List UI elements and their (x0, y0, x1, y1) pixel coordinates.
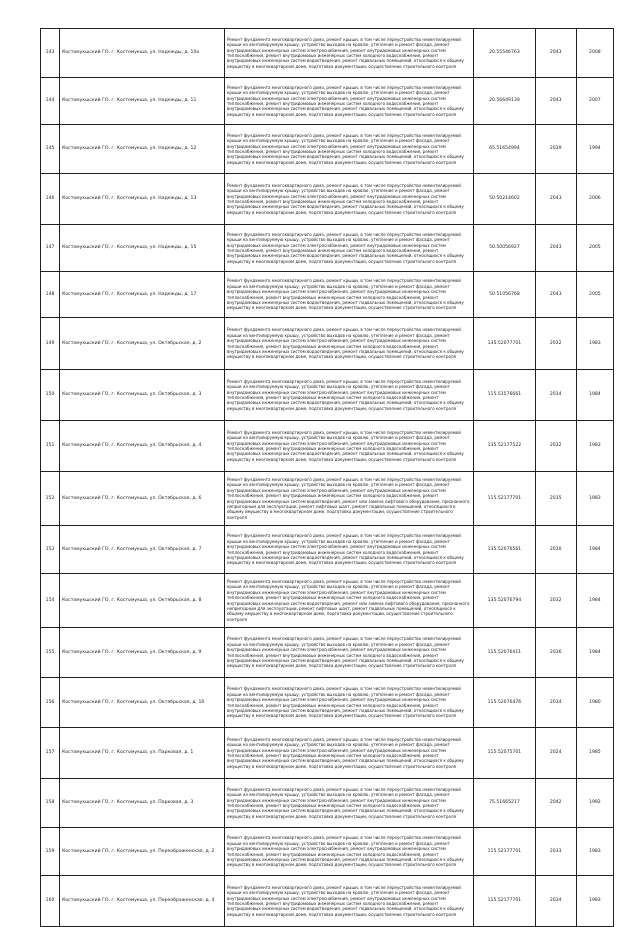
row-address: Костомукшский ГО, г. Костомукша, ул. Надежды, д. 10а (60, 29, 225, 78)
row-address: Костомукшский ГО, г. Костомукша, ул. Октябрьская, д. 8 (60, 574, 225, 628)
row-works-list: Ремонт фундамента многоквартирного дома, ремонт крыши, в том числе переустройство невентилируемой крыши на вентилируемую крышу, устройство выходов на кровлю, утепление и ремонт фасада, ремонт внутридомовых инженерных систем электроснабжения, ремонт внутридомовых инженерных систем теплоснабжения, ремонт внутридомовых инженерных систем холодного водоснабжения, ремонт внутридомовых инженерных систем водоотведения, ремонт подвальных помещений, относящихся к общему имуществу в многоквартирном доме, подготовка документации, осуществление строительного контроля (224, 272, 473, 318)
row-area-value: 115.52075701 (474, 728, 535, 779)
row-area-value: 135.52076561 (474, 526, 535, 574)
row-number: 155 (41, 628, 60, 678)
table-row (41, 421, 614, 472)
row-area-value: 20.56649139 (474, 78, 535, 125)
row-works-list: Ремонт фундамента многоквартирного дома, ремонт крыши, в том числе переустройство невентилируемой крыши на вентилируемую крышу, устройство выходов на кровлю, утепление и ремонт фасада, ремонт внутридомовых инженерных систем электроснабжения, ремонт внутридомовых инженерных систем теплоснабжения, ремонт внутридомовых инженерных систем холодного водоснабжения, ремонт внутридомовых инженерных систем водоотведения, ремонт или замена лифтового оборудования, признанного непригодным для эксплуатации, ремонт лифтовых шахт, ремонт подвальных помещений, относящихся к общему имуществу в многоквартирном доме, подготовка документации, осуществление строительного контроля (224, 472, 473, 526)
row-area-value: 115.52076411 (474, 628, 535, 678)
row-planned-year: 2036 (535, 628, 576, 678)
row-built-year: 1983 (576, 876, 613, 927)
row-address: Костомукшский ГО, г. Костомукша, ул. Надежды, д. 11 (60, 78, 225, 125)
table-row (41, 125, 614, 174)
table-row (41, 678, 614, 728)
row-planned-year: 2034 (535, 876, 576, 927)
table-row (41, 318, 614, 370)
row-address: Костомукшский ГО, г. Костомукша, ул. Октябрьская, д. 3 (60, 370, 225, 421)
row-planned-year: 2039 (535, 125, 576, 174)
row-built-year: 2005 (576, 225, 613, 272)
row-planned-year: 2043 (535, 225, 576, 272)
row-built-year: 1980 (576, 678, 613, 728)
table-row (41, 526, 614, 574)
row-address: Костомукшский ГО, г. Костомукша, ул. Надежды, д. 15 (60, 225, 225, 272)
row-planned-year: 2024 (535, 728, 576, 779)
row-planned-year: 2042 (535, 779, 576, 828)
row-works-list: Ремонт фундамента многоквартирного дома, ремонт крыши, в том числе переустройство невентилируемой крыши на вентилируемую крышу, устройство выходов на кровлю, утепление и ремонт фасада, ремонт внутридомовых инженерных систем электроснабжения, ремонт внутридомовых инженерных систем теплоснабжения, ремонт внутридомовых инженерных систем холодного водоснабжения, ремонт внутридомовых инженерных систем водоотведения, ремонт подвальных помещений, относящихся к общему имуществу в многоквартирном доме, подготовка документации, осуществление строительного контроля (224, 678, 473, 728)
table-row (41, 728, 614, 779)
row-planned-year: 2030 (535, 526, 576, 574)
row-planned-year: 2035 (535, 472, 576, 526)
row-address: Костомукшский ГО, г. Костомукша, ул. Надежды, д. 13 (60, 174, 225, 225)
row-number: 160 (41, 876, 60, 927)
row-area-value: 135.52077701 (474, 318, 535, 370)
row-planned-year: 2032 (535, 421, 576, 472)
table-row (41, 779, 614, 828)
row-built-year: 1994 (576, 125, 613, 174)
row-number: 153 (41, 526, 60, 574)
row-planned-year: 2043 (535, 29, 576, 78)
table-row (41, 29, 614, 78)
row-area-value: 115.52177701 (474, 472, 535, 526)
row-number: 151 (41, 421, 60, 472)
row-planned-year: 2032 (535, 318, 576, 370)
row-area-value: 115.52177701 (474, 876, 535, 927)
row-works-list: Ремонт фундамента многоквартирного дома, ремонт крыши, в том числе переустройство невентилируемой крыши на вентилируемую крышу, устройство выходов на кровлю, утепление и ремонт фасада, ремонт внутридомовых инженерных систем электроснабжения, ремонт внутридомовых инженерных систем теплоснабжения, ремонт внутридомовых инженерных систем холодного водоснабжения, ремонт внутридомовых инженерных систем водоотведения, ремонт подвальных помещений, относящихся к общему имуществу в многоквартирном доме, подготовка документации, осуществление строительного контроля (224, 29, 473, 78)
row-works-list: Ремонт фундамента многоквартирного дома, ремонт крыши, в том числе переустройство невентилируемой крыши на вентилируемую крышу, устройство выходов на кровлю, утепление и ремонт фасада, ремонт внутридомовых инженерных систем электроснабжения, ремонт внутридомовых инженерных систем теплоснабжения, ремонт внутридомовых инженерных систем холодного водоснабжения, ремонт внутридомовых инженерных систем водоотведения, ремонт подвальных помещений, относящихся к общему имуществу в многоквартирном доме, подготовка документации, осуществление строительного контроля (224, 828, 473, 876)
row-built-year: 1983 (576, 828, 613, 876)
table-row (41, 174, 614, 225)
row-works-list: Ремонт фундамента многоквартирного дома, ремонт крыши, в том числе переустройство невентилируемой крыши на вентилируемую крышу, устройство выходов на кровлю, утепление и ремонт фасада, ремонт внутридомовых инженерных систем электроснабжения, ремонт внутридомовых инженерных систем теплоснабжения, ремонт внутридомовых инженерных систем холодного водоснабжения, ремонт внутридомовых инженерных систем водоотведения, ремонт подвальных помещений, относящихся к общему имуществу в многоквартирном доме, подготовка документации, осуществление строительного контроля (224, 318, 473, 370)
row-planned-year: 2032 (535, 574, 576, 628)
row-built-year: 1984 (576, 628, 613, 678)
row-built-year: 1985 (576, 728, 613, 779)
row-built-year: 1992 (576, 779, 613, 828)
row-works-list: Ремонт фундамента многоквартирного дома, ремонт крыши, в том числе переустройство невентилируемой крыши на вентилируемую крышу, устройство выходов на кровлю, утепление и ремонт фасада, ремонт внутридомовых инженерных систем электроснабжения, ремонт внутридомовых инженерных систем теплоснабжения, ремонт внутридомовых инженерных систем холодного водоснабжения, ремонт внутридомовых инженерных систем водоотведения, ремонт подвальных помещений, относящихся к общему имуществу в многоквартирном доме, подготовка документации, осуществление строительного контроля (224, 876, 473, 927)
row-area-value: 115.51576661 (474, 370, 535, 421)
table-row (41, 225, 614, 272)
row-address: Костомукшский ГО, г. Костомукша, ул. Переображенская, д. 2 (60, 828, 225, 876)
row-works-list: Ремонт фундамента многоквартирного дома, ремонт крыши, в том числе переустройство невентилируемой крыши на вентилируемую крышу, устройство выходов на кровлю, утепление и ремонт фасада, ремонт внутридомовых инженерных систем электроснабжения, ремонт внутридомовых инженерных систем теплоснабжения, ремонт внутридомовых инженерных систем холодного водоснабжения, ремонт внутридомовых инженерных систем водоотведения, ремонт подвальных помещений, относящихся к общему имуществу в многоквартирном доме, подготовка документации, осуществление строительного контроля (224, 526, 473, 574)
row-built-year: 2006 (576, 174, 613, 225)
row-built-year: 1984 (576, 526, 613, 574)
row-address: Костомукшский ГО, г. Костомукша, ул. Октябрьская, д. 10 (60, 678, 225, 728)
row-number: 159 (41, 828, 60, 876)
row-works-list: Ремонт фундамента многоквартирного дома, ремонт крыши, в том числе переустройство невентилируемой крыши на вентилируемую крышу, устройство выходов на кровлю, утепление и ремонт фасада, ремонт внутридомовых инженерных систем электроснабжения, ремонт внутридомовых инженерных систем теплоснабжения, ремонт внутридомовых инженерных систем холодного водоснабжения, ремонт внутридомовых инженерных систем водоотведения, ремонт подвальных помещений, относящихся к общему имуществу в многоквартирном доме, подготовка документации, осуществление строительного контроля (224, 78, 473, 125)
program-table (40, 28, 614, 927)
row-works-list: Ремонт фундамента многоквартирного дома, ремонт крыши, в том числе переустройство невентилируемой крыши на вентилируемую крышу, устройство выходов на кровлю, утепление и ремонт фасада, ремонт внутридомовых инженерных систем электроснабжения, ремонт внутридомовых инженерных систем теплоснабжения, ремонт внутридомовых инженерных систем холодного водоснабжения, ремонт внутридомовых инженерных систем водоотведения, ремонт подвальных помещений, относящихся к общему имуществу в многоквартирном доме, подготовка документации, осуществление строительного контроля (224, 125, 473, 174)
row-planned-year: 2043 (535, 272, 576, 318)
row-area-value: 115.52177701 (474, 828, 535, 876)
row-area-value: 65.51654994 (474, 125, 535, 174)
row-planned-year: 2033 (535, 828, 576, 876)
document-page (40, 28, 614, 927)
row-number: 149 (41, 318, 60, 370)
row-built-year: 1984 (576, 574, 613, 628)
row-number: 158 (41, 779, 60, 828)
row-planned-year: 2034 (535, 678, 576, 728)
row-planned-year: 2043 (535, 174, 576, 225)
row-planned-year: 2043 (535, 78, 576, 125)
row-works-list: Ремонт фундамента многоквартирного дома, ремонт крыши, в том числе переустройство невентилируемой крыши на вентилируемую крышу, устройство выходов на кровлю, утепление и ремонт фасада, ремонт внутридомовых инженерных систем электроснабжения, ремонт внутридомовых инженерных систем теплоснабжения, ремонт внутридомовых инженерных систем холодного водоснабжения, ремонт внутридомовых инженерных систем водоотведения, ремонт или замена лифтового оборудования, признанного непригодным для эксплуатации, ремонт лифтовых шахт, ремонт подвальных помещений, относящихся к общему имуществу в многоквартирном доме, подготовка документации, осуществление строительного контроля (224, 574, 473, 628)
row-address: Костомукшский ГО, г. Костомукша, ул. Октябрьская, д. 7 (60, 526, 225, 574)
row-area-value: 50.50056927 (474, 225, 535, 272)
row-works-list: Ремонт фундамента многоквартирного дома, ремонт крыши, в том числе переустройство невентилируемой крыши на вентилируемую крышу, устройство выходов на кровлю, утепление и ремонт фасада, ремонт внутридомовых инженерных систем электроснабжения, ремонт внутридомовых инженерных систем теплоснабжения, ремонт внутридомовых инженерных систем холодного водоснабжения, ремонт внутридомовых инженерных систем водоотведения, ремонт подвальных помещений, относящихся к общему имуществу в многоквартирном доме, подготовка документации, осуществление строительного контроля (224, 174, 473, 225)
row-address: Костомукшский ГО, г. Костомукша, ул. Переображенская, д. 4 (60, 876, 225, 927)
row-number: 157 (41, 728, 60, 779)
row-area-value: 135.52177522 (474, 421, 535, 472)
row-area-value: 135.52076794 (474, 574, 535, 628)
row-address: Костомукшский ГО, г. Костомукша, ул. Парковая, д. 1 (60, 728, 225, 779)
row-built-year: 1983 (576, 472, 613, 526)
row-number: 154 (41, 574, 60, 628)
row-address: Костомукшский ГО, г. Костомукша, ул. Октябрьская, д. 4 (60, 421, 225, 472)
row-number: 143 (41, 29, 60, 78)
row-area-value: 75.51665217 (474, 779, 535, 828)
row-address: Костомукшский ГО, г. Костомукша, ул. Октябрьская, д. 6 (60, 472, 225, 526)
row-area-value: 50.51056768 (474, 272, 535, 318)
row-number: 146 (41, 174, 60, 225)
row-works-list: Ремонт фундамента многоквартирного дома, ремонт крыши, в том числе переустройство невентилируемой крыши на вентилируемую крышу, устройство выходов на кровлю, утепление и ремонт фасада, ремонт внутридомовых инженерных систем электроснабжения, ремонт внутридомовых инженерных систем теплоснабжения, ремонт внутридомовых инженерных систем холодного водоснабжения, ремонт внутридомовых инженерных систем водоотведения, ремонт подвальных помещений, относящихся к общему имуществу в многоквартирном доме, подготовка документации, осуществление строительного контроля (224, 728, 473, 779)
row-address: Костомукшский ГО, г. Костомукша, ул. Октябрьская, д. 2 (60, 318, 225, 370)
row-built-year: 2008 (576, 29, 613, 78)
row-number: 148 (41, 272, 60, 318)
row-built-year: 1983 (576, 421, 613, 472)
row-number: 144 (41, 78, 60, 125)
row-built-year: 2007 (576, 78, 613, 125)
row-address: Костомукшский ГО, г. Костомукша, ул. Надежды, д. 12 (60, 125, 225, 174)
table-row (41, 828, 614, 876)
table-row (41, 628, 614, 678)
row-address: Костомукшский ГО, г. Костомукша, ул. Надежды, д. 17 (60, 272, 225, 318)
row-works-list: Ремонт фундамента многоквартирного дома, ремонт крыши, в том числе переустройство невентилируемой крыши на вентилируемую крышу, устройство выходов на кровлю, утепление и ремонт фасада, ремонт внутридомовых инженерных систем электроснабжения, ремонт внутридомовых инженерных систем теплоснабжения, ремонт внутридомовых инженерных систем холодного водоснабжения, ремонт внутридомовых инженерных систем водоотведения, ремонт подвальных помещений, относящихся к общему имуществу в многоквартирном доме, подготовка документации, осуществление строительного контроля (224, 225, 473, 272)
table-row (41, 78, 614, 125)
row-works-list: Ремонт фундамента многоквартирного дома, ремонт крыши, в том числе переустройство невентилируемой крыши на вентилируемую крышу, устройство выходов на кровлю, утепление и ремонт фасада, ремонт внутридомовых инженерных систем электроснабжения, ремонт внутридомовых инженерных систем теплоснабжения, ремонт внутридомовых инженерных систем холодного водоснабжения, ремонт внутридомовых инженерных систем водоотведения, ремонт подвальных помещений, относящихся к общему имуществу в многоквартирном доме, подготовка документации, осуществление строительного контроля (224, 779, 473, 828)
row-number: 150 (41, 370, 60, 421)
row-address: Костомукшский ГО, г. Костомукша, ул. Октябрьская, д. 9 (60, 628, 225, 678)
table-row (41, 876, 614, 927)
row-planned-year: 2034 (535, 370, 576, 421)
table-row (41, 272, 614, 318)
row-works-list: Ремонт фундамента многоквартирного дома, ремонт крыши, в том числе переустройство невентилируемой крыши на вентилируемую крышу, устройство выходов на кровлю, утепление и ремонт фасада, ремонт внутридомовых инженерных систем электроснабжения, ремонт внутридомовых инженерных систем теплоснабжения, ремонт внутридомовых инженерных систем холодного водоснабжения, ремонт внутридомовых инженерных систем водоотведения, ремонт подвальных помещений, относящихся к общему имуществу в многоквартирном доме, подготовка документации, осуществление строительного контроля (224, 628, 473, 678)
table-row (41, 472, 614, 526)
table-row (41, 574, 614, 628)
row-works-list: Ремонт фундамента многоквартирного дома, ремонт крыши, в том числе переустройство невентилируемой крыши на вентилируемую крышу, устройство выходов на кровлю, утепление и ремонт фасада, ремонт внутридомовых инженерных систем электроснабжения, ремонт внутридомовых инженерных систем теплоснабжения, ремонт внутридомовых инженерных систем холодного водоснабжения, ремонт внутридомовых инженерных систем водоотведения, ремонт подвальных помещений, относящихся к общему имуществу в многоквартирном доме, подготовка документации, осуществление строительного контроля (224, 370, 473, 421)
row-number: 145 (41, 125, 60, 174)
row-address: Костомукшский ГО, г. Костомукша, ул. Парковая, д. 3 (60, 779, 225, 828)
row-area-value: 115.52076476 (474, 678, 535, 728)
row-number: 156 (41, 678, 60, 728)
row-area-value: 20.55546763 (474, 29, 535, 78)
row-built-year: 1983 (576, 318, 613, 370)
row-number: 152 (41, 472, 60, 526)
row-works-list: Ремонт фундамента многоквартирного дома, ремонт крыши, в том числе переустройство невентилируемой крыши на вентилируемую крышу, устройство выходов на кровлю, утепление и ремонт фасада, ремонт внутридомовых инженерных систем электроснабжения, ремонт внутридомовых инженерных систем теплоснабжения, ремонт внутридомовых инженерных систем холодного водоснабжения, ремонт внутридомовых инженерных систем водоотведения, ремонт подвальных помещений, относящихся к общему имуществу в многоквартирном доме, подготовка документации, осуществление строительного контроля (224, 421, 473, 472)
table-row (41, 370, 614, 421)
row-number: 147 (41, 225, 60, 272)
row-area-value: 50.50214602 (474, 174, 535, 225)
row-built-year: 1984 (576, 370, 613, 421)
row-built-year: 2005 (576, 272, 613, 318)
